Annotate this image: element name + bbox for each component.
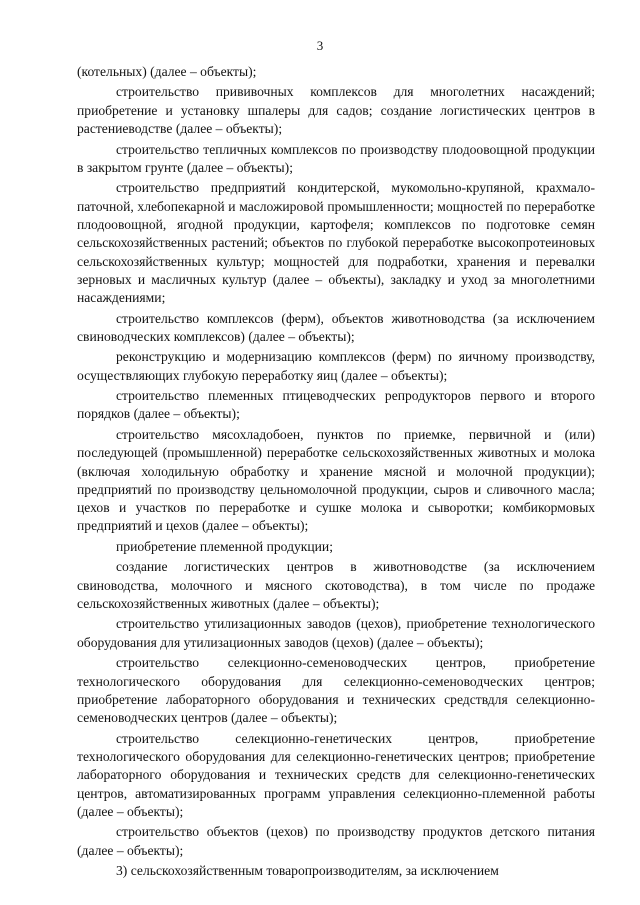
paragraph: строительство селекционно-генетических центров, приобретение технологического оборудования для селекционно-генетических центров; приобретение лабораторного оборудования и технических средств для селекционно-генетических центров, автоматизированных программ управления селекционно-племенной работы (далее – объекты); [77, 730, 595, 819]
page-number: 3 [316, 38, 324, 53]
paragraph: строительство селекционно-семеноводческих центров, приобретение технологического оборудования для селекционно-семеноводческих центров; приобретение лабораторного оборудования и технических средствдля селекционно-семеноводческих центров (далее – объекты); [77, 655, 595, 726]
paragraph: создание логистических центров в животноводстве (за исключением свиноводства, молочного и мясного скотоводства), в том числе по продаже сельскохозяйственных животных (далее – объекты); [77, 559, 595, 611]
paragraph: строительство объектов (цехов) по производству продуктов детского питания (далее – объекты); [77, 824, 595, 858]
paragraph: 3) сельскохозяйственным товаропроизводителям, за исключением [116, 863, 499, 879]
paragraph: строительство племенных птицеводческих репродукторов первого и второго порядков (далее – объекты); [77, 388, 595, 422]
paragraph: реконструкцию и модернизацию комплексов (ферм) по яичному производству, осуществляющих глубокую переработку яиц (далее – объекты); [77, 349, 595, 383]
paragraph: (котельных) (далее – объекты); [77, 64, 257, 79]
paragraph: приобретение племенной продукции; [116, 538, 333, 554]
paragraph: строительство предприятий кондитерской, мукомольно-крупяной, крахмало-паточной, хлебопекарной и масложировой промышленности; мощностей по переработке плодоовощной, ягодной продукции, картофеля; комплексов по подготовке семян сельскохозяйственных растений; объектов по глубокой переработке высокопротеиновых сельскохозяйственных культур; мощностей для подработки, хранения и перевалки зерновых и масличных культур (далее – объекты), закладку и уход за многолетними насаждениями; [77, 180, 595, 306]
paragraph: строительство мясохладобоен, пунктов по приемке, первичной и (или) последующей (промышленной) переработке сельскохозяйственных животных и молока (включая холодильную обработку и хранение мясной и молочной продукции); предприятий по производству цельномолочной продукции, сыров и сливочного масла; цехов и участков по переработке и сушке молока и сыворотки; комбикормовых предприятий и цехов (далее – объекты); [77, 426, 595, 534]
paragraph: строительство тепличных комплексов по производству плодоовощной продукции в закрытом грунте (далее – объекты); [77, 141, 595, 175]
document-body [77, 63, 595, 880]
paragraph: строительство прививочных комплексов для многолетних насаждений; приобретение и установку шпалеры для садов; создание логистических центров в растениеводстве (далее – объекты); [77, 84, 595, 137]
paragraph: строительство утилизационных заводов (цехов), приобретение технологического оборудования для утилизационных заводов (цехов) (далее – объекты); [77, 616, 595, 650]
paragraph: строительство комплексов (ферм), объектов животноводства (за исключением свиноводческих комплексов) (далее – объекты); [77, 310, 595, 344]
